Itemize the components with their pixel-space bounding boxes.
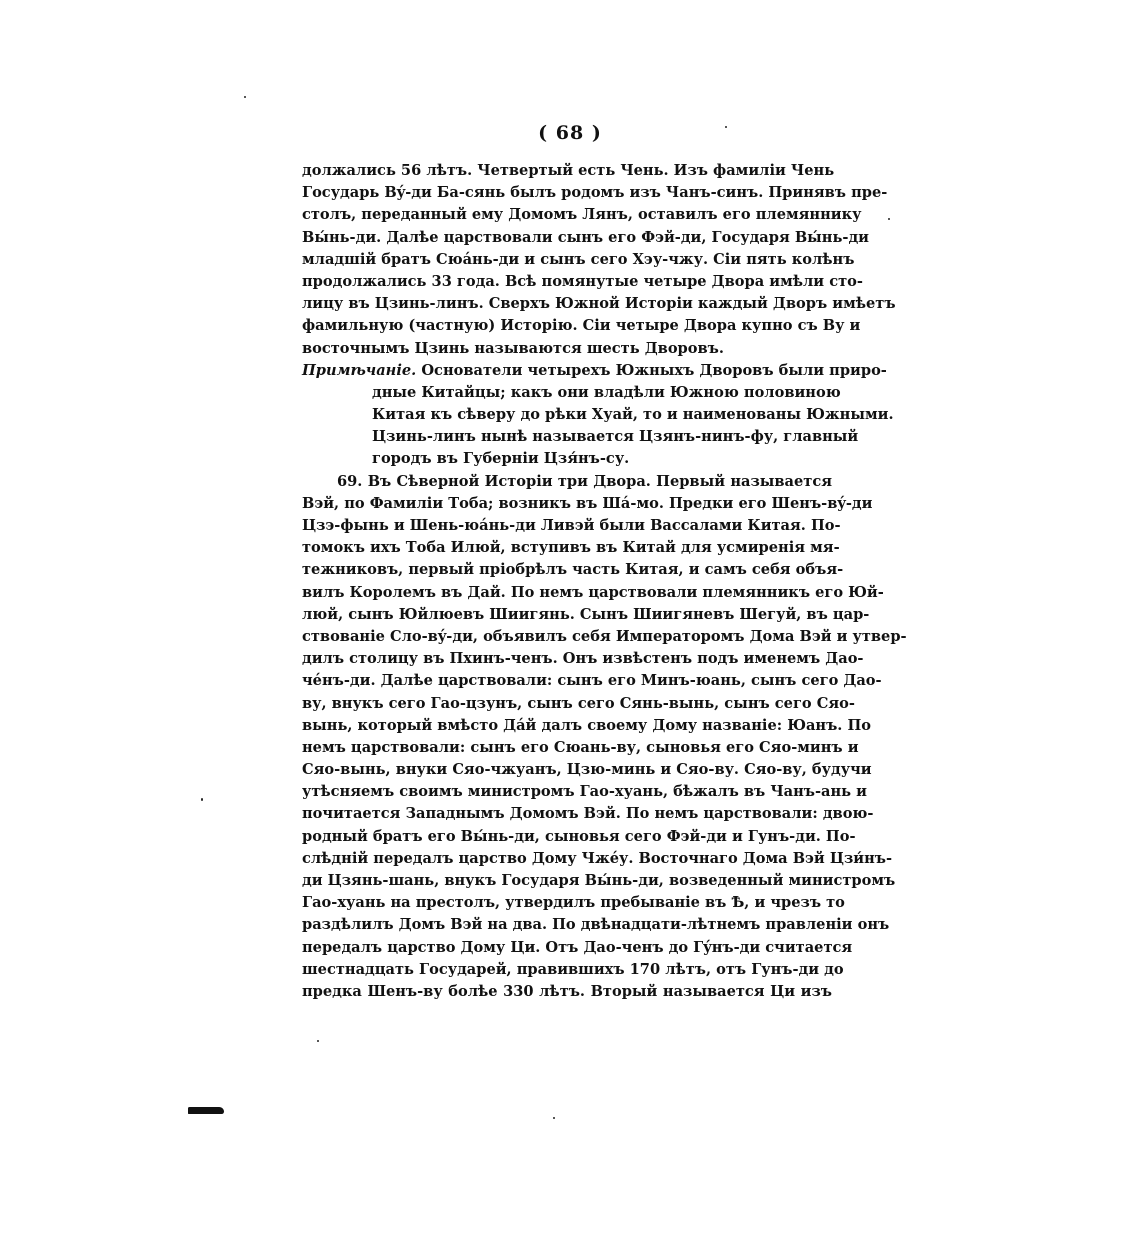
text-line: ву, внукъ сего Гао-цзунъ, сынъ сего Сянь-вынь, сынъ сего Сяо- [302, 694, 855, 712]
text-line: фамильную (частную) Исторію. Сіи четыре Двора купно съ Ву и [302, 317, 861, 335]
scan-speck [888, 218, 890, 220]
note-label: Примѣчаніе. [302, 361, 417, 379]
scan-speck [317, 1040, 319, 1042]
text-line: люй, сынъ Юйлюевъ Шиигянь. Сынъ Шиигяневъ Шегуй, въ цар- [302, 605, 870, 623]
text-line: немъ царствовали: сынъ его Сюань-ву, сыновья его Сяо-минъ и [302, 738, 859, 756]
text-line: предка Шенъ-ву болѣе 330 лѣтъ. Вторый называется Ци изъ [302, 982, 832, 1000]
scan-speck [201, 798, 203, 801]
note-line: дные Китайцы; какъ они владѣли Южною половиною [372, 383, 841, 401]
text-line: тежниковъ, первый пріобрѣлъ часть Китая, и самъ себя объя- [302, 561, 844, 579]
page-text [302, 160, 907, 1003]
text-line: передалъ царство Дому Ци. Отъ Дао-ченъ до Гýнъ-ди считается [302, 938, 853, 956]
text-line: Вэй, по Фамиліи Тоба; возникъ въ Шá-мо. Предки его Шенъ-вý-ди [302, 494, 873, 512]
page-number: ( 68 ) [538, 122, 602, 144]
note-first-line-text: Основатели четырехъ Южныхъ Дворовъ были приро- [421, 361, 887, 379]
text-line: младшій братъ Сюáнь-ди и сынъ сего Хэу-чжу. Сіи пять колѣнъ [302, 250, 855, 268]
text-line: почитается Западнымъ Домомъ Вэй. По немъ царствовали: двою- [302, 805, 874, 823]
text-line: дилъ столицу въ Пхинъ-ченъ. Онъ извѣстенъ подъ именемъ Дао- [302, 650, 864, 668]
scan-speck [553, 1117, 555, 1119]
text-line: должались 56 лѣтъ. Четвертый есть Чень. Изъ фамиліи Чень [302, 162, 835, 179]
text-line: вынь, который вмѣсто Дáй далъ своему Дому названіе: Юанъ. По [302, 716, 871, 734]
text-line: утѣсняемъ своимъ министромъ Гао-хуань, бѣжалъ въ Чанъ-ань и [302, 783, 867, 801]
text-line: лицу въ Цзинь-линъ. Сверхъ Южной Исторіи каждый Дворъ имѣетъ [302, 295, 896, 313]
note-line: Китая къ сѣверу до рѣки Хуай, то и наименованы Южными. [372, 406, 894, 424]
note-line: Цзинь-линъ нынѣ называется Цзянъ-нинъ-фу, главный [372, 428, 859, 446]
scan-speck [244, 96, 246, 98]
text-line: 69. Въ Сѣверной Исторіи три Двора. Первый называется [337, 472, 832, 490]
text-line: Цзэ-фынь и Шень-юáнь-ди Ливэй были Вассалами Китая. По- [302, 517, 841, 534]
text-line: столъ, переданный ему Домомъ Лянъ, оставилъ его племяннику [302, 206, 862, 224]
scan-smudge [188, 1107, 224, 1114]
note-first-line [302, 360, 887, 382]
text-line: раздѣлилъ Домъ Вэй на два. По двѣнадцати-лѣтнемъ правленіи онъ [302, 916, 890, 934]
scan-speck [725, 126, 727, 128]
text-line: ди Цзянь-шань, внукъ Государя Вы́нь-ди, возведенный министромъ [302, 872, 896, 889]
text-line: Сяо-вынь, внуки Сяо-чжуанъ, Цзю-минь и Сяо-ву. Сяо-ву, будучи [302, 761, 872, 779]
note-block [302, 360, 894, 471]
text-line: шестнадцать Государей, правившихъ 170 лѣтъ, отъ Гунъ-ди до [302, 960, 844, 978]
note-line: городъ въ Губерніи Цзя́нъ-су. [372, 450, 630, 468]
paragraph-69 [302, 471, 907, 1004]
text-line: Государь Вý-ди Ба-сянь былъ родомъ изъ Чанъ-синъ. Принявъ пре- [302, 184, 888, 202]
text-line: томокъ ихъ Тоба Илюй, вступивъ въ Китай для усмиренія мя- [302, 539, 840, 557]
text-line: чéнъ-ди. Далѣе царствовали: сынъ его Минъ-юань, сынъ сего Дао- [302, 672, 882, 690]
text-line: Гао-хуань на престолъ, утвердилъ пребываніе въ Ѣ, и чрезъ то [302, 894, 845, 912]
text-line: восточнымъ Цзинь называются шесть Дворовъ. [302, 339, 724, 357]
paragraph-67-continuation [302, 160, 896, 360]
text-line: родный братъ его Вы́нь-ди, сыновья сего Фэй-ди и Гунъ-ди. По- [302, 827, 856, 845]
text-line: вилъ Королемъ въ Дай. По немъ царствовали племянникъ его Юй- [302, 583, 884, 601]
text-line: продолжались 33 года. Всѣ помянутые четыре Двора имѣли сто- [302, 272, 863, 290]
text-line: слѣдній передалъ царство Дому Чжéу. Восточнаго Дома Вэй Цзи́нъ- [302, 849, 893, 867]
text-line: ствованіе Сло-вý-ди, объявилъ себя Императоромъ Дома Вэй и утвер- [302, 627, 907, 645]
text-line: Вы́нь-ди. Далѣе царствовали сынъ его Фэй-ди, Государя Вы́нь-ди [302, 228, 869, 246]
